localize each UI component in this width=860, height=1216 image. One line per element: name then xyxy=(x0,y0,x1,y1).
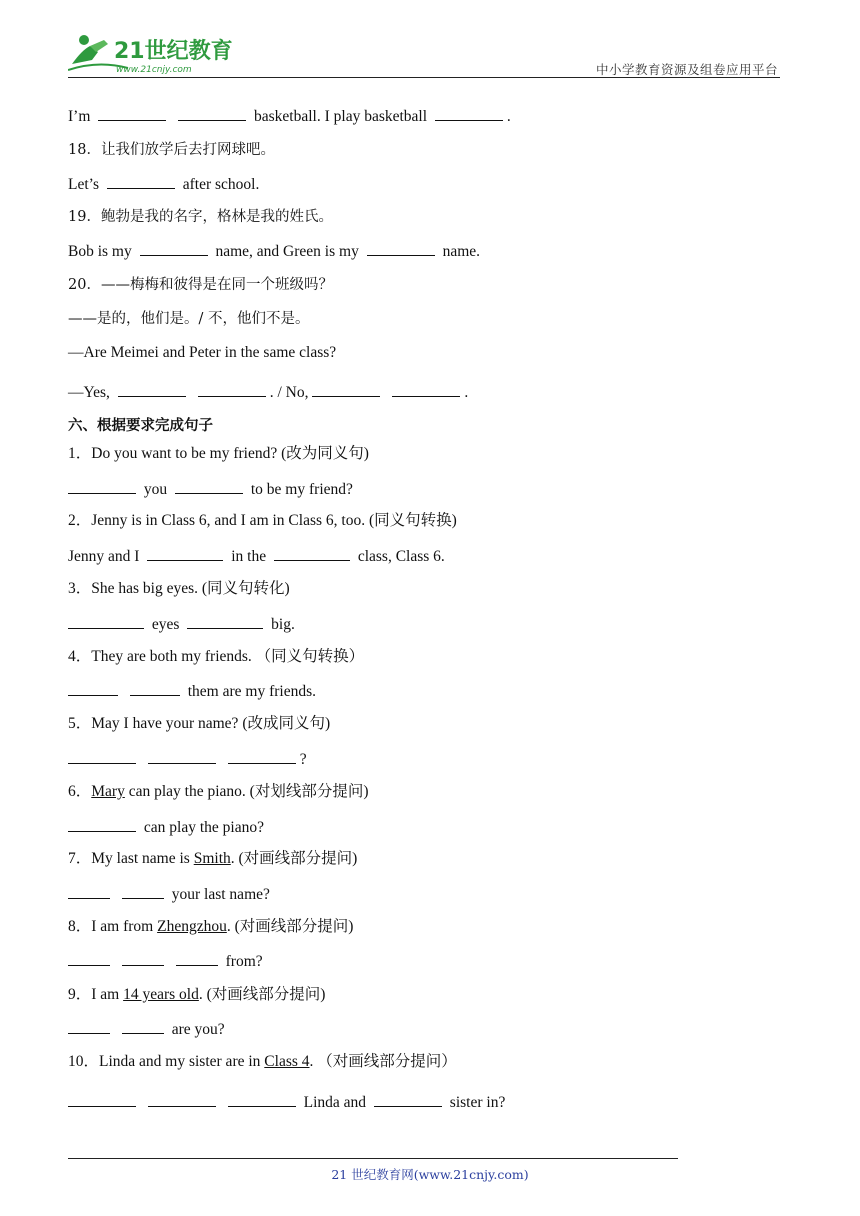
header-divider xyxy=(68,77,780,78)
question-2: 2．Jenny is in Class 6, and I am in Class 6, too. (同义句转换) xyxy=(68,512,457,529)
section-title: 六、根据要求完成句子 xyxy=(68,418,213,434)
svg-text:www.21cnjy.com: www.21cnjy.com xyxy=(116,65,192,75)
answer-line-1: you to be my friend? xyxy=(68,479,353,500)
question-4: 4．They are both my friends. （同义句转换） xyxy=(68,648,365,665)
answer-line-19: Bob is my name, and Green is my name. xyxy=(68,243,481,260)
question-18: 18．让我们放学后去打网球吧。 xyxy=(68,142,275,158)
question-3: 3．She has big eyes. (同义句转化) xyxy=(68,580,290,597)
answer-line-8: from? xyxy=(68,951,263,972)
footer-link[interactable]: 21 世纪教育网(www.21cnjy.com) xyxy=(331,1167,529,1182)
footer-divider xyxy=(68,1158,678,1159)
question-20: 20．——梅梅和彼得是在同一个班级吗？ xyxy=(68,277,333,293)
question-6: 6．Mary can play the piano. (对划线部分提问) xyxy=(68,783,369,800)
question-20-answer-hint: ——是的，他们是。/ 不，他们不是。 xyxy=(68,311,310,327)
answer-line: I’m basketball. I play basketball . xyxy=(68,108,511,125)
question-10: 10．Linda and my sister are in Class 4. （对画线部分提问） xyxy=(68,1053,457,1070)
platform-name: 中小学教育资源及组卷应用平台 xyxy=(595,62,778,77)
page-header xyxy=(68,30,780,78)
svg-text:21世纪教育: 21世纪教育 xyxy=(114,39,233,64)
question-5: 5．May I have your name? (改成同义句) xyxy=(68,715,331,732)
question-8: 8．I am from Zhengzhou. (对画线部分提问) xyxy=(68,918,354,935)
answer-line-18: Let’s after school. xyxy=(68,176,260,193)
answer-line-2: Jenny and I in the class, Class 6. xyxy=(68,548,445,565)
answer-line-10: Linda and sister in? xyxy=(68,1092,505,1113)
answer-line-3: eyes big. xyxy=(68,614,295,635)
answer-line-20b: —Yes, . / No, . xyxy=(68,384,469,401)
question-7: 7．My last name is Smith. (对画线部分提问) xyxy=(68,850,358,867)
question-1: 1．Do you want to be my friend? (改为同义句) xyxy=(68,445,369,462)
answer-line-5: ? xyxy=(68,749,307,770)
question-9: 9．I am 14 years old. (对画线部分提问) xyxy=(68,986,326,1003)
logo xyxy=(68,30,238,76)
answer-line-9: are you? xyxy=(68,1019,225,1040)
answer-line-20a: —Are Meimei and Peter in the same class? xyxy=(68,344,337,361)
answer-line-4: them are my friends. xyxy=(68,681,316,702)
answer-line-6: can play the piano? xyxy=(68,817,264,838)
question-19: 19．鲍勃是我的名字，格林是我的姓氏。 xyxy=(68,209,333,225)
answer-line-7: your last name? xyxy=(68,884,270,905)
